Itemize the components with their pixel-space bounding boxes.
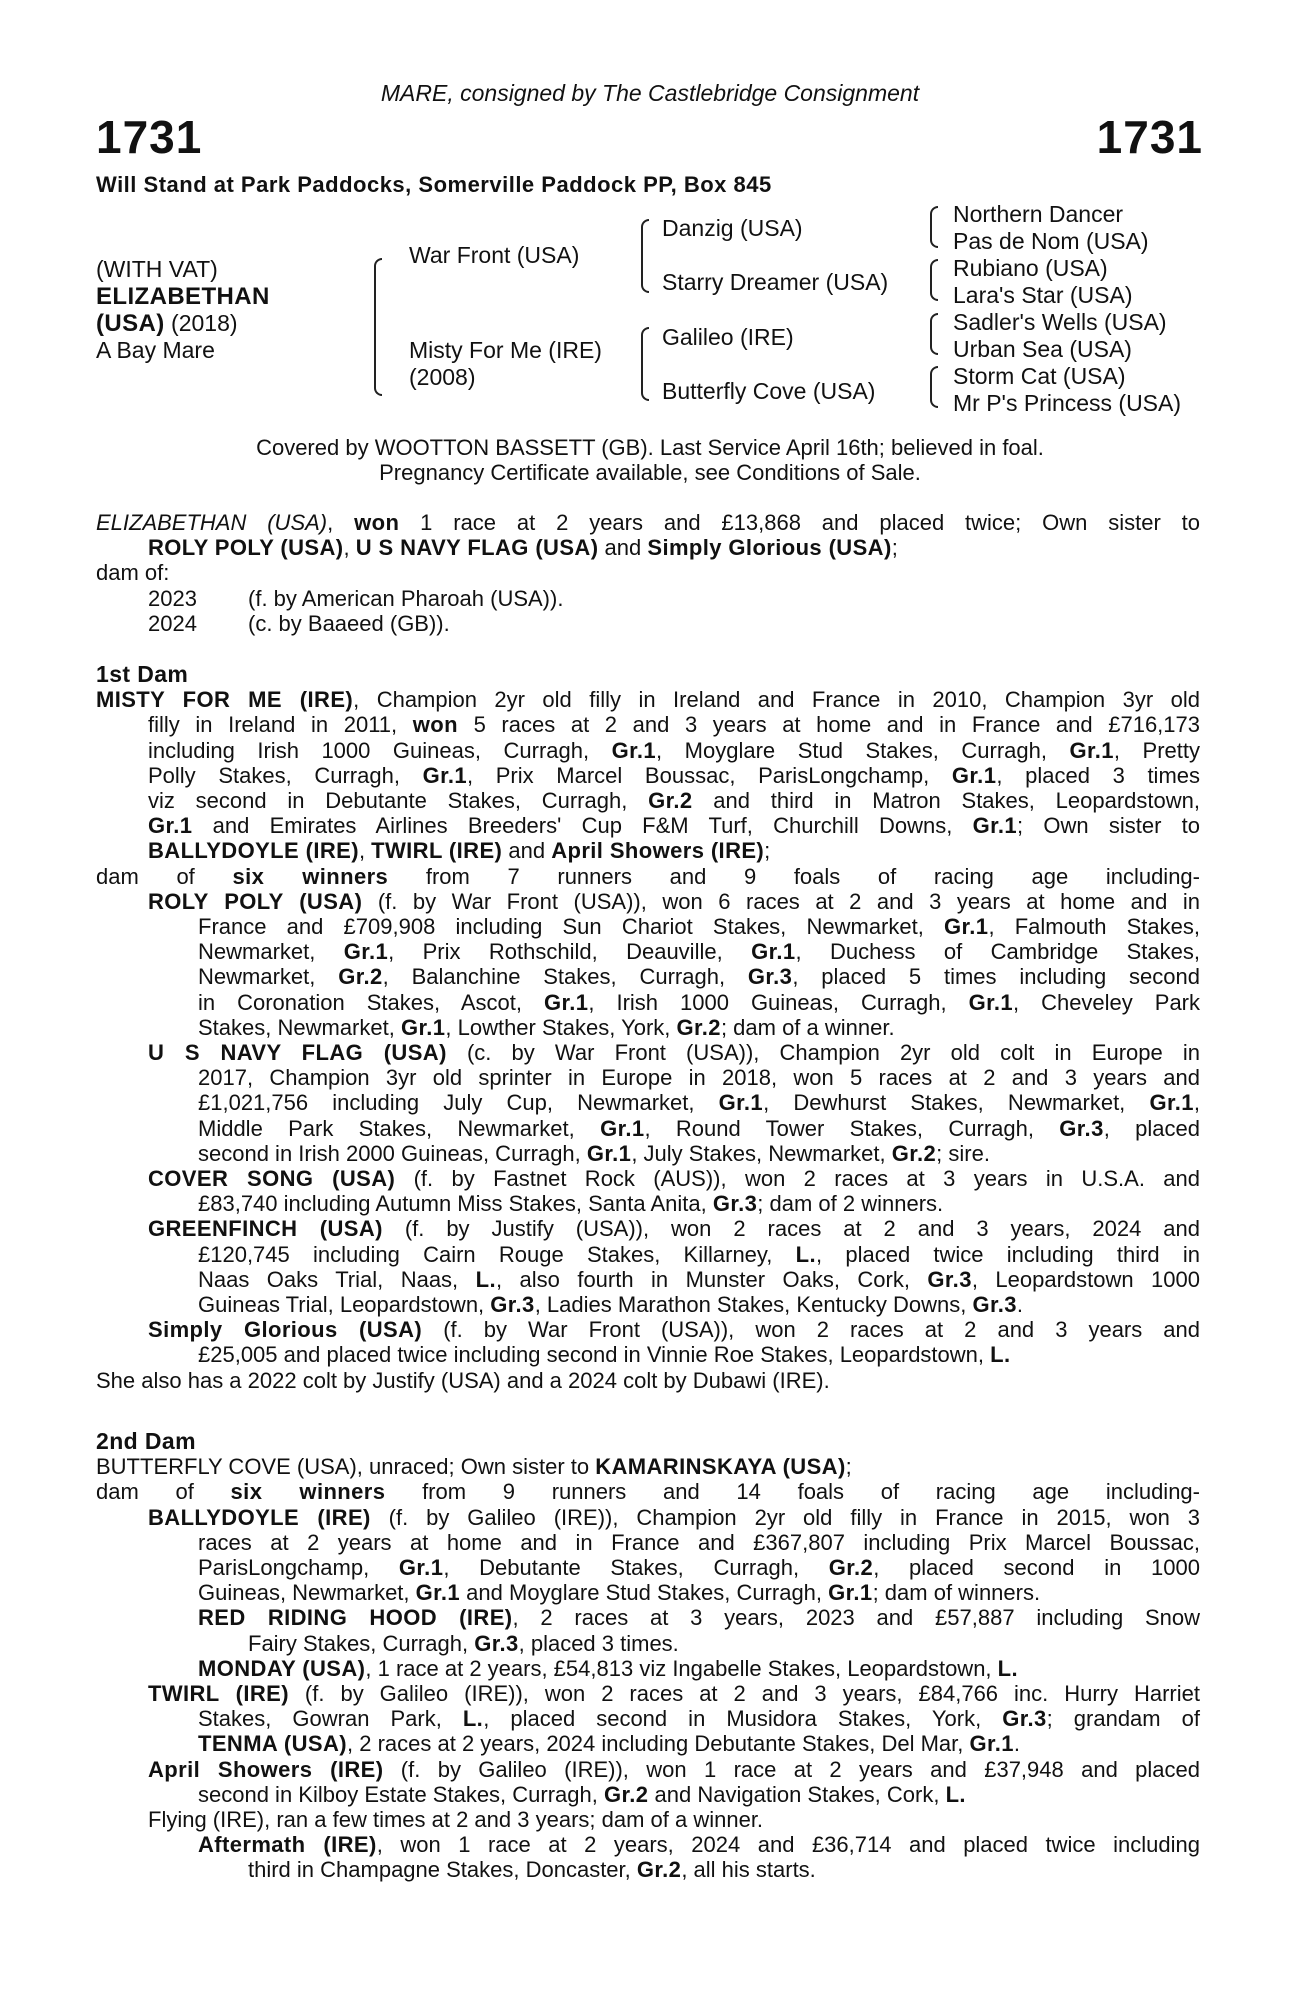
intro-line-2 — [96, 535, 1200, 560]
first-dam-line — [96, 1015, 1200, 1040]
record-text: , Debutante Stakes, Curragh, — [443, 1555, 829, 1581]
record-text: , 2 races at 2 years, 2024 including Debutante Stakes, Del Mar, — [347, 1731, 970, 1757]
highlighted-text: MISTY FOR ME (IRE) — [96, 687, 354, 713]
first-dam-line — [96, 864, 1200, 889]
highlighted-text: Gr.1 — [969, 1731, 1014, 1757]
highlighted-text: Simply Glorious (USA) — [148, 1317, 423, 1343]
sep: and — [598, 535, 648, 561]
covered-line-1: Covered by WOOTTON BASSETT (GB). Last Service April 16th; believed in foal. — [256, 435, 1044, 460]
sibling-name: U S NAVY FLAG (USA) — [355, 535, 599, 561]
highlighted-text: Gr.1 — [611, 737, 657, 763]
first-dam-line — [96, 1090, 1200, 1115]
highlighted-text: April Showers (IRE) — [551, 838, 765, 864]
sibling-name: ROLY POLY (USA) — [148, 535, 344, 561]
highlighted-text: TWIRL (IRE) — [371, 838, 503, 864]
highlighted-text: Gr.1 — [148, 813, 193, 839]
first-dam-section — [96, 662, 1200, 1393]
highlighted-text: Gr.3 — [972, 1292, 1017, 1318]
record-text: £25,005 and placed twice including second in Vinnie Roe Stakes, Leopardstown, — [198, 1342, 991, 1368]
record-text: second in Kilboy Estate Stakes, Curragh, — [198, 1781, 604, 1807]
first-dam-line — [96, 1141, 1200, 1166]
highlighted-text: COVER SONG (USA) — [148, 1166, 396, 1192]
first-dam-line — [96, 1242, 1200, 1267]
second-dam-line — [96, 1505, 1200, 1530]
dam: Misty For Me (IRE) — [409, 337, 602, 363]
record-text: , placed 5 times including second — [792, 964, 1200, 990]
second-dam-line — [96, 1807, 1200, 1832]
record-text: Stakes, Newmarket, — [198, 1014, 401, 1040]
highlighted-text: U S NAVY FLAG (USA) — [148, 1040, 447, 1066]
record-text: (f. by Galileo (IRE)), won 2 races at 2 and 3 years, £84,766 inc. Hurry Harriet — [288, 1681, 1200, 1707]
first-dam-line — [96, 1292, 1200, 1317]
first-dam-line — [96, 889, 1200, 914]
highlighted-text: April Showers (IRE) — [148, 1756, 384, 1782]
highlighted-text: L. — [795, 1241, 816, 1267]
covered-notice — [0, 435, 1300, 485]
first-dam-line — [96, 1216, 1200, 1241]
record-text: (f. by War Front (USA)), won 6 races at 2 and 3 years at home and in — [362, 888, 1200, 914]
first-dam-line — [96, 788, 1200, 813]
record-text: , Moyglare Stud Stakes, Curragh, — [656, 737, 1070, 763]
first-dam-line — [96, 1191, 1200, 1216]
highlighted-text: Gr.3 — [474, 1630, 519, 1656]
first-dam-line — [96, 1267, 1200, 1292]
highlighted-text: Gr.1 — [718, 1090, 764, 1116]
pedigree-ssd: Pas de Nom (USA) — [953, 228, 1149, 254]
brace-dam — [641, 327, 649, 401]
record-text: , Round Tower Stakes, Curragh, — [644, 1115, 1060, 1141]
horse-year: (2018) — [164, 310, 238, 336]
record-text: 5 races at 2 and 3 years at home and in France and £716,173 — [457, 712, 1200, 738]
record-text: and Emirates Airlines Breeders' Cup F&M Turf, Churchill Downs, — [192, 813, 973, 839]
record-text: (f. by Galileo (IRE)), won 1 race at 2 years and £37,948 and placed — [383, 1756, 1200, 1782]
second-dam-line — [96, 1656, 1200, 1681]
record-text: Stakes, Gowran Park, — [198, 1706, 463, 1732]
record-text: Guineas, Newmarket, — [198, 1580, 416, 1606]
second-dam-line — [96, 1731, 1200, 1756]
record-text: filly in Ireland in 2011, — [148, 712, 413, 738]
record-text: and — [502, 838, 552, 864]
highlighted-text: TENMA (USA) — [198, 1731, 348, 1757]
highlighted-text: Gr.1 — [751, 939, 796, 965]
first-dam-line — [96, 738, 1200, 763]
intro-block — [96, 510, 1200, 636]
lot-number-left: 1731 — [96, 111, 203, 163]
record-text: , July Stakes, Newmarket, — [631, 1140, 892, 1166]
highlighted-text: RED RIDING HOOD (IRE) — [198, 1605, 513, 1631]
pedigree-ddd: Mr P's Princess (USA) — [953, 390, 1182, 416]
record-text: Flying (IRE), ran a few times at 2 and 3 years; dam of a winner. — [148, 1807, 764, 1833]
highlighted-text: Gr.1 — [415, 1580, 461, 1606]
record-text: , Dewhurst Stakes, Newmarket, — [763, 1090, 1150, 1116]
highlighted-text: Aftermath (IRE) — [198, 1832, 377, 1858]
highlighted-text: Gr.2 — [338, 964, 383, 990]
highlighted-text: Gr.1 — [972, 813, 1017, 839]
highlighted-text: GREENFINCH (USA) — [148, 1216, 383, 1242]
second-dam-line — [96, 1857, 1200, 1882]
record-text: ; dam of a winner. — [720, 1014, 895, 1040]
record-text: Newmarket, — [198, 939, 344, 965]
second-dam-line — [96, 1631, 1200, 1656]
record-text: ; dam of 2 winners. — [757, 1191, 944, 1217]
second-dam-line — [96, 1706, 1200, 1731]
stand-location: Will Stand at Park Paddocks, Somerville Paddock PP, Box 845 — [96, 172, 772, 197]
vat-note: (WITH VAT) — [96, 256, 218, 282]
record-text: , 1 race at 2 years, £54,813 viz Ingabelle Stakes, Leopardstown, — [365, 1655, 998, 1681]
record-text: , Balanchine Stakes, Curragh, — [382, 964, 748, 990]
first-dam-line — [96, 1368, 1200, 1393]
second-dam-line — [96, 1757, 1200, 1782]
record-text: , also fourth in Munster Oaks, Cork, — [495, 1266, 928, 1292]
lot-number-right: 1731 — [1096, 111, 1203, 163]
record-text: Middle Park Stakes, Newmarket, — [198, 1115, 601, 1141]
highlighted-text: BALLYDOYLE (IRE) — [148, 838, 359, 864]
record-text: . — [1016, 1292, 1024, 1318]
sire-dam: Starry Dreamer (USA) — [662, 269, 889, 295]
record-text: , Champion 2yr old filly in Ireland and France in 2010, Champion 3yr old — [353, 687, 1200, 713]
horse-name-italic: ELIZABETHAN (USA) — [96, 510, 328, 535]
record-text: Newmarket, — [198, 964, 339, 990]
first-dam-lines — [96, 687, 1200, 1393]
highlighted-text: BALLYDOYLE (IRE) — [148, 1504, 371, 1530]
highlighted-text: Gr.1 — [600, 1115, 645, 1141]
highlighted-text: KAMARINSKAYA (USA) — [595, 1454, 846, 1480]
first-dam-line — [96, 1317, 1200, 1342]
highlighted-text: Gr.2 — [636, 1857, 682, 1883]
second-dam-line — [96, 1605, 1200, 1630]
pedigree-dds: Storm Cat (USA) — [953, 363, 1126, 389]
first-dam-line — [96, 712, 1200, 737]
brace-ds — [930, 313, 938, 355]
sire-sire: Danzig (USA) — [662, 215, 803, 241]
record-text: dam of — [96, 1479, 231, 1505]
brace-ss — [930, 206, 938, 248]
highlighted-text: Gr.2 — [648, 788, 693, 814]
first-dam-line — [96, 838, 1200, 863]
highlighted-text: Gr.1 — [422, 762, 467, 788]
produce-2024 — [96, 611, 1200, 636]
pedigree-dsd: Urban Sea (USA) — [953, 336, 1132, 362]
pedigree-dss: Sadler's Wells (USA) — [953, 309, 1167, 335]
highlighted-text: Gr.3 — [747, 964, 793, 990]
highlighted-text: Gr.1 — [951, 762, 997, 788]
covered-line-2: Pregnancy Certificate available, see Conditions of Sale. — [379, 460, 921, 485]
record-text: , placed second in 1000 — [873, 1555, 1200, 1581]
record-text: France and £709,908 including Sun Chariot Stakes, Newmarket, — [198, 914, 945, 940]
first-dam-line — [96, 1116, 1200, 1141]
brace-dd — [930, 366, 938, 408]
record-text: from 7 runners and 9 foals of racing age including- — [388, 863, 1200, 889]
record-text: and third in Matron Stakes, Leopardstown, — [692, 788, 1200, 814]
second-dam-line — [96, 1580, 1200, 1605]
first-dam-line — [96, 939, 1200, 964]
highlighted-text: L. — [997, 1655, 1019, 1681]
produce-year: 2024 — [148, 610, 197, 636]
first-dam-line — [96, 1040, 1200, 1065]
record-text: Polly Stakes, Curragh, — [148, 762, 423, 788]
highlighted-text: Gr.3 — [490, 1292, 535, 1318]
second-dam-heading: 2nd Dam — [96, 1428, 196, 1454]
won-label: won — [354, 510, 400, 535]
produce-detail: (f. by American Pharoah (USA)). — [248, 585, 564, 611]
record-text: , placed second in Musidora Stakes, York, — [483, 1706, 1003, 1732]
sire: War Front (USA) — [409, 242, 580, 268]
sep: ; — [891, 535, 898, 561]
highlighted-text: Gr.2 — [828, 1555, 874, 1581]
first-dam-line — [96, 964, 1200, 989]
record-text: ParisLongchamp, — [198, 1555, 399, 1581]
record-text: (f. by War Front (USA)), won 2 races at 2 and 3 years and — [422, 1317, 1200, 1343]
record-text: ; Own sister to — [1017, 813, 1201, 839]
intro-line-1 — [96, 510, 1200, 535]
record-text: ; — [764, 838, 771, 864]
record-text: 2017, Champion 3yr old sprinter in Europe in 2018, won 5 races at 2 and 3 years and — [198, 1065, 1200, 1091]
sibling-name: Simply Glorious (USA) — [647, 535, 892, 561]
first-dam-line — [96, 990, 1200, 1015]
highlighted-text: TWIRL (IRE) — [148, 1681, 289, 1707]
highlighted-text: Gr.1 — [586, 1140, 632, 1166]
highlighted-text: Gr.1 — [398, 1555, 444, 1581]
record-text: races at 2 years at home and in France and £367,807 including Prix Marcel Boussac, — [198, 1529, 1200, 1555]
record-text: , — [358, 838, 372, 864]
second-dam-line — [96, 1555, 1200, 1580]
record-text: Fairy Stakes, Curragh, — [248, 1630, 475, 1656]
highlighted-text: Gr.3 — [927, 1266, 972, 1292]
highlighted-text: Gr.2 — [604, 1781, 649, 1807]
highlighted-text: L. — [462, 1706, 484, 1732]
highlighted-text: L. — [945, 1781, 966, 1807]
record-text: (f. by Fastnet Rock (AUS)), won 2 races at 3 years in U.S.A. and — [395, 1166, 1200, 1192]
second-dam-line — [96, 1832, 1200, 1857]
record-text: ; grandam of — [1046, 1706, 1200, 1732]
record-text: Guineas Trial, Leopardstown, — [198, 1292, 491, 1318]
highlighted-text: Gr.1 — [400, 1014, 446, 1040]
first-dam-line — [96, 687, 1200, 712]
second-dam-line — [96, 1479, 1200, 1504]
second-dam-line — [96, 1681, 1200, 1706]
highlighted-text: L. — [990, 1342, 1011, 1368]
record-text: , Falmouth Stakes, — [988, 914, 1201, 940]
first-dam-line — [96, 763, 1200, 788]
horse-name: ELIZABETHAN — [96, 283, 270, 310]
intro-text: 1 race at 2 years and £13,868 and placed twice; Own sister to — [399, 510, 1200, 535]
highlighted-text: Gr.1 — [1149, 1090, 1194, 1116]
record-text: £83,740 including Autumn Miss Stakes, Santa Anita, — [198, 1191, 713, 1217]
second-dam-section — [96, 1429, 1200, 1883]
record-text: , — [1193, 1090, 1200, 1116]
record-text: dam of — [96, 863, 233, 889]
record-text: £120,745 including Cairn Rouge Stakes, Killarney, — [198, 1241, 796, 1267]
brace-sire — [641, 219, 649, 293]
record-text: , placed twice including third in — [816, 1241, 1200, 1267]
first-dam-line — [96, 1065, 1200, 1090]
record-text: in Coronation Stakes, Ascot, — [198, 989, 544, 1015]
record-text: Naas Oaks Trial, Naas, — [198, 1266, 476, 1292]
second-dam-line — [96, 1530, 1200, 1555]
record-text: , Irish 1000 Guineas, Curragh, — [588, 989, 969, 1015]
highlighted-text: Gr.1 — [944, 914, 989, 940]
dam-of-label: dam of: — [96, 560, 170, 586]
record-text: , placed 3 times. — [518, 1630, 679, 1656]
produce-year: 2023 — [148, 585, 197, 611]
second-dam-line — [96, 1782, 1200, 1807]
horse-country: (USA) — [96, 310, 165, 337]
horse-description: A Bay Mare — [96, 337, 215, 363]
highlighted-text: L. — [475, 1266, 496, 1292]
record-text: She also has a 2022 colt by Justify (USA) and a 2024 colt by Dubawi (IRE). — [96, 1367, 830, 1393]
dam-year: (2008) — [409, 364, 476, 390]
highlighted-text: Gr.2 — [676, 1014, 721, 1040]
highlighted-text: won — [412, 712, 458, 738]
dam-dam: Butterfly Cove (USA) — [662, 378, 876, 404]
record-text: , won 1 race at 2 years, 2024 and £36,714 and placed twice including — [376, 1832, 1200, 1858]
record-text: , Pretty — [1113, 737, 1201, 763]
highlighted-text: six winners — [230, 1479, 386, 1505]
record-text: BUTTERFLY COVE (USA), unraced; Own sister to — [96, 1454, 596, 1480]
record-text: (f. by Galileo (IRE)), Champion 2yr old filly in France in 2015, won 3 — [370, 1504, 1200, 1530]
first-dam-line — [96, 1166, 1200, 1191]
record-text: , all his starts. — [681, 1857, 816, 1883]
highlighted-text: Gr.2 — [891, 1140, 937, 1166]
highlighted-text: MONDAY (USA) — [198, 1655, 366, 1681]
second-dam-line — [96, 1454, 1200, 1479]
record-text: , Cheveley Park — [1012, 989, 1201, 1015]
highlighted-text: six winners — [232, 863, 389, 889]
pedigree-sss: Northern Dancer — [953, 201, 1124, 227]
produce-detail: (c. by Baaeed (GB)). — [248, 610, 450, 636]
highlighted-text: Gr.1 — [1069, 737, 1114, 763]
intro-comma: , — [327, 510, 355, 535]
record-text: , Prix Rothschild, Deauville, — [388, 939, 752, 965]
record-text: , Lowther Stakes, York, — [445, 1014, 677, 1040]
dam-sire: Galileo (IRE) — [662, 324, 794, 350]
record-text: , Duchess of Cambridge Stakes, — [795, 939, 1200, 965]
record-text: including Irish 1000 Guineas, Curragh, — [148, 737, 612, 763]
record-text: viz second in Debutante Stakes, Curragh, — [148, 788, 649, 814]
highlighted-text: Gr.3 — [1002, 1706, 1047, 1732]
brace-sd — [930, 259, 938, 301]
first-dam-line — [96, 914, 1200, 939]
consignment-line: MARE, consigned by The Castlebridge Consignment — [380, 80, 920, 106]
record-text: , Prix Marcel Boussac, ParisLongchamp, — [467, 762, 952, 788]
highlighted-text: Gr.3 — [1059, 1115, 1104, 1141]
produce-2023 — [96, 586, 1200, 611]
record-text: £1,021,756 including July Cup, Newmarket, — [198, 1090, 719, 1116]
record-text: third in Champagne Stakes, Doncaster, — [248, 1857, 637, 1883]
record-text: ; — [845, 1454, 852, 1480]
record-text: (c. by War Front (USA)), Champion 2yr old colt in Europe in — [446, 1040, 1201, 1066]
pedigree-sdd: Lara's Star (USA) — [953, 282, 1133, 308]
record-text: (f. by Justify (USA)), won 2 races at 2 and 3 years, 2024 and — [382, 1216, 1200, 1242]
record-text: from 9 runners and 14 foals of racing age including- — [385, 1479, 1200, 1505]
highlighted-text: ROLY POLY (USA) — [148, 888, 363, 914]
record-text: , 2 races at 3 years, 2023 and £57,887 including Snow — [512, 1605, 1200, 1631]
horse-origin-year — [96, 310, 238, 337]
first-dam-line — [96, 813, 1200, 838]
record-text: and Moyglare Stud Stakes, Curragh, — [460, 1580, 829, 1606]
record-text: and Navigation Stakes, Cork, — [648, 1781, 946, 1807]
highlighted-text: Gr.3 — [712, 1191, 758, 1217]
highlighted-text: Gr.1 — [543, 989, 589, 1015]
brace-gen1 — [374, 258, 382, 396]
record-text: , placed — [1103, 1115, 1200, 1141]
first-dam-heading: 1st Dam — [96, 661, 189, 687]
record-text: , Leopardstown 1000 — [971, 1266, 1200, 1292]
record-text: , placed 3 times — [996, 762, 1201, 788]
record-text: second in Irish 2000 Guineas, Curragh, — [198, 1140, 587, 1166]
first-dam-line — [96, 1342, 1200, 1367]
pedigree-sds: Rubiano (USA) — [953, 255, 1108, 281]
record-text: ; dam of winners. — [872, 1580, 1041, 1606]
highlighted-text: Gr.1 — [343, 939, 389, 965]
highlighted-text: Gr.1 — [828, 1580, 873, 1606]
second-dam-lines — [96, 1454, 1200, 1882]
sep: , — [343, 535, 356, 561]
record-text: . — [1013, 1731, 1021, 1757]
record-text: , Ladies Marathon Stakes, Kentucky Downs, — [534, 1292, 973, 1318]
highlighted-text: Gr.1 — [968, 989, 1013, 1015]
record-text: ; sire. — [936, 1140, 990, 1166]
